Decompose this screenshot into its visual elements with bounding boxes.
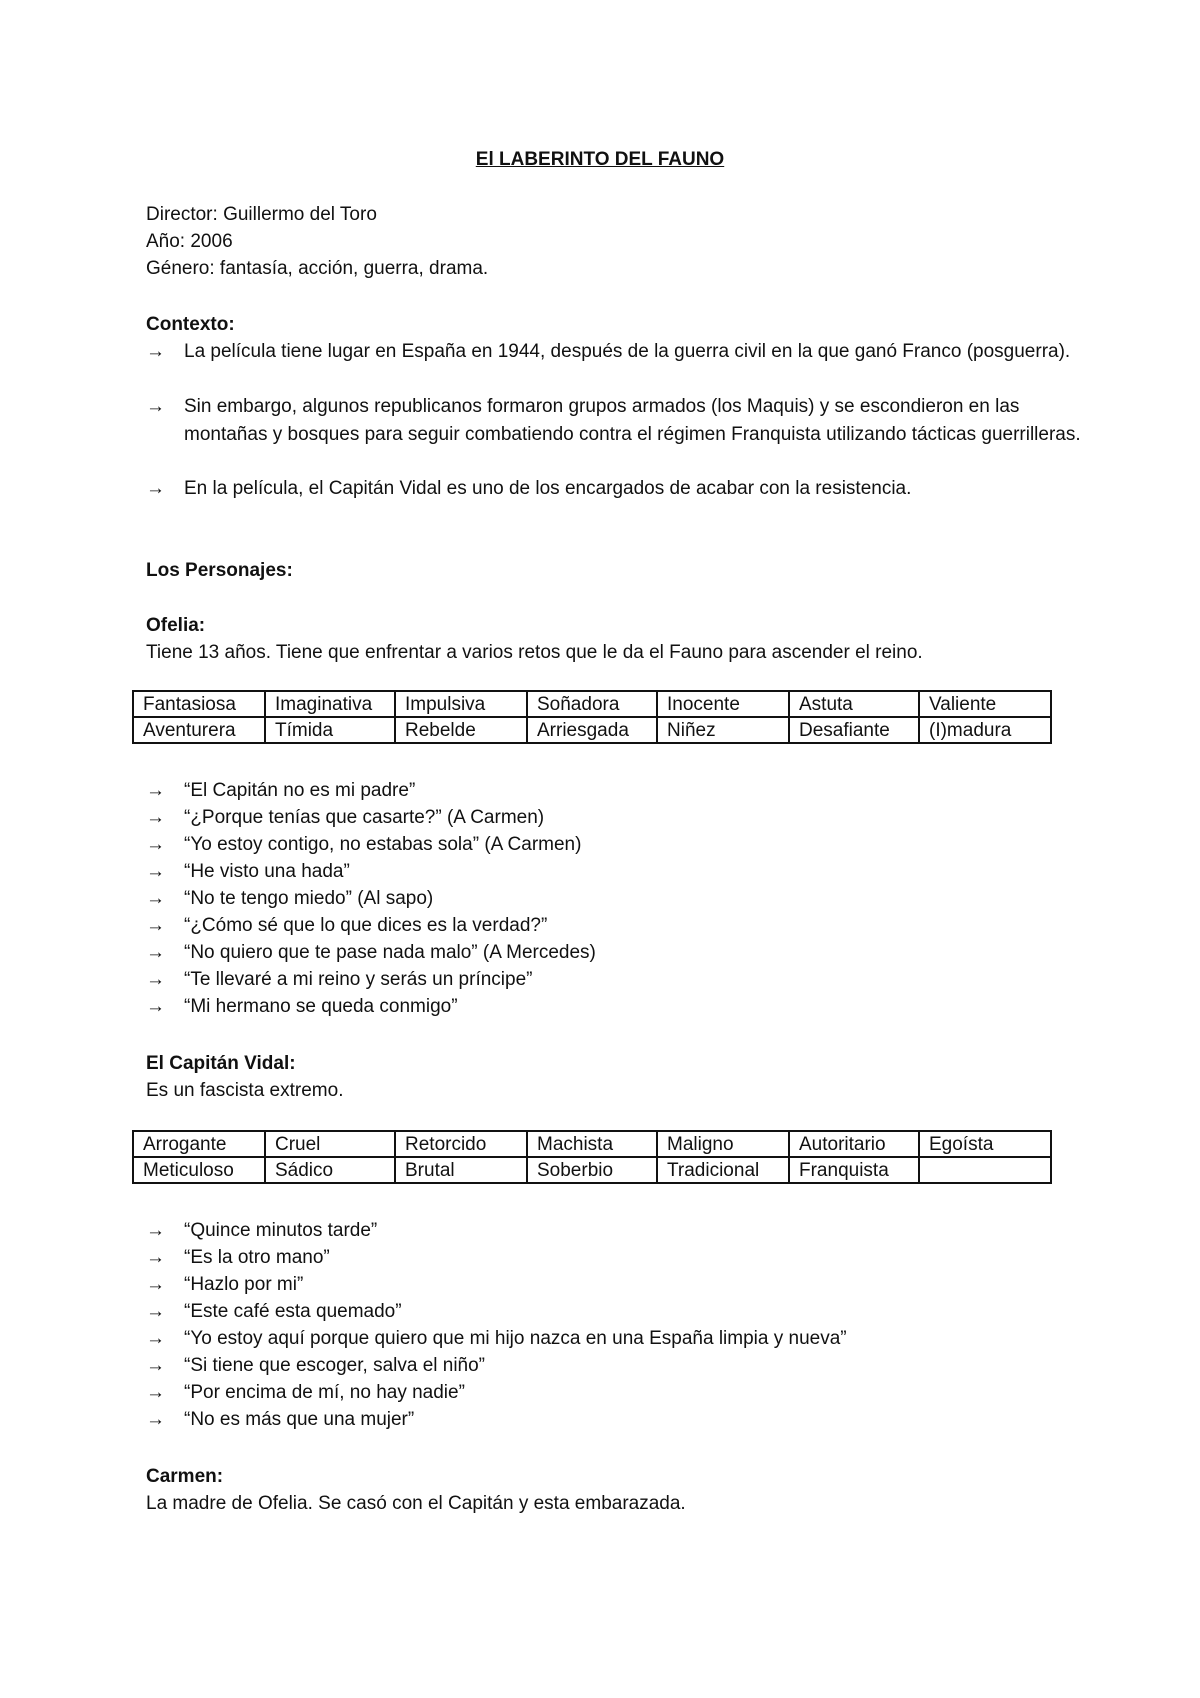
context-bullet-text: Sin embargo, algunos republicanos formaron grupos armados (los Maquis) y se escondieron en las montañas y bosques para seguir combatiendo contra el régimen Franquista utilizando tácticas guerrilleras. [184, 396, 1081, 445]
table-cell: Rebelde [395, 717, 527, 743]
arrow-icon: → [146, 1274, 165, 1295]
quote-text: “Te llevaré a mi reino y serás un príncipe” [184, 969, 533, 990]
table-cell: Meticuloso [133, 1157, 265, 1183]
table-cell [919, 1157, 1051, 1183]
carmen-heading: Carmen: [146, 1466, 224, 1487]
arrow-icon: → [146, 1220, 165, 1241]
ofelia-heading: Ofelia: [146, 615, 206, 636]
table-row [133, 691, 1051, 717]
table-cell: Egoísta [919, 1131, 1051, 1157]
table-cell: Arriesgada [527, 717, 657, 743]
characters-heading: Los Personajes: [146, 560, 293, 581]
arrow-icon: → [146, 1382, 165, 1403]
arrow-icon: → [146, 1355, 165, 1376]
quote-text: “No es más que una mujer” [184, 1409, 415, 1430]
table-cell: Sádico [265, 1157, 395, 1183]
quote-text: “Es la otro mano” [184, 1247, 330, 1268]
quote-text: “¿Porque tenías que casarte?” (A Carmen) [184, 807, 545, 828]
table-cell: Maligno [657, 1131, 789, 1157]
quote-text: “No te tengo miedo” (Al sapo) [184, 888, 434, 909]
arrow-icon: → [146, 969, 165, 990]
arrow-icon: → [146, 478, 165, 499]
arrow-icon: → [146, 996, 165, 1017]
quote-text: “Yo estoy aquí porque quiero que mi hijo nazca en una España limpia y nueva” [184, 1328, 847, 1349]
table-row [133, 1131, 1051, 1157]
table-cell: Niñez [657, 717, 789, 743]
arrow-icon: → [146, 1409, 165, 1430]
table-cell: Tradicional [657, 1157, 789, 1183]
context-bullet-text: En la película, el Capitán Vidal es uno de los encargados de acabar con la resistencia. [184, 478, 912, 499]
arrow-icon: → [146, 861, 165, 882]
arrow-icon: → [146, 1301, 165, 1322]
arrow-icon: → [146, 396, 165, 417]
table-cell: (I)madura [919, 717, 1051, 743]
table-cell: Astuta [789, 691, 919, 717]
ofelia-traits-table [132, 690, 1052, 744]
vidal-description: Es un fascista extremo. [146, 1080, 344, 1101]
table-cell: Soberbio [527, 1157, 657, 1183]
table-cell: Arrogante [133, 1131, 265, 1157]
table-cell: Impulsiva [395, 691, 527, 717]
table-cell: Franquista [789, 1157, 919, 1183]
table-row [133, 1157, 1051, 1183]
arrow-icon: → [146, 888, 165, 909]
arrow-icon: → [146, 834, 165, 855]
arrow-icon: → [146, 915, 165, 936]
table-cell: Fantasiosa [133, 691, 265, 717]
quote-text: “Quince minutos tarde” [184, 1220, 378, 1241]
quote-text: “El Capitán no es mi padre” [184, 780, 416, 801]
table-cell: Aventurera [133, 717, 265, 743]
table-cell: Imaginativa [265, 691, 395, 717]
table-cell: Inocente [657, 691, 789, 717]
quote-text: “He visto una hada” [184, 861, 350, 882]
table-row [133, 717, 1051, 743]
document-title: El LABERINTO DEL FAUNO [475, 149, 725, 170]
quote-text: “No quiero que te pase nada malo” (A Mercedes) [184, 942, 596, 963]
arrow-icon: → [146, 780, 165, 801]
table-cell: Brutal [395, 1157, 527, 1183]
table-cell: Soñadora [527, 691, 657, 717]
arrow-icon: → [146, 1328, 165, 1349]
table-cell: Desafiante [789, 717, 919, 743]
director-line: Director: Guillermo del Toro [146, 204, 377, 225]
quote-text: “Yo estoy contigo, no estabas sola” (A Carmen) [184, 834, 582, 855]
year-line: Año: 2006 [146, 231, 233, 252]
quote-text: “¿Cómo sé que lo que dices es la verdad?” [184, 915, 548, 936]
table-cell: Autoritario [789, 1131, 919, 1157]
table-cell: Machista [527, 1131, 657, 1157]
arrow-icon: → [146, 807, 165, 828]
context-heading: Contexto: [146, 314, 235, 335]
table-cell: Retorcido [395, 1131, 527, 1157]
context-bullet-text: La película tiene lugar en España en 1944, después de la guerra civil en la que ganó Franco (posguerra). [184, 341, 1071, 362]
table-cell: Valiente [919, 691, 1051, 717]
quote-text: “Hazlo por mi” [184, 1274, 304, 1295]
table-cell: Tímida [265, 717, 395, 743]
carmen-description: La madre de Ofelia. Se casó con el Capitán y esta embarazada. [146, 1493, 686, 1514]
quote-text: “Si tiene que escoger, salva el niño” [184, 1355, 486, 1376]
arrow-icon: → [146, 942, 165, 963]
vidal-heading: El Capitán Vidal: [146, 1053, 296, 1074]
vidal-traits-table [132, 1130, 1052, 1184]
quote-text: “Este café esta quemado” [184, 1301, 402, 1322]
table-cell: Cruel [265, 1131, 395, 1157]
genre-line: Género: fantasía, acción, guerra, drama. [146, 258, 489, 279]
quote-text: “Por encima de mí, no hay nadie” [184, 1382, 465, 1403]
arrow-icon: → [146, 341, 165, 362]
ofelia-description: Tiene 13 años. Tiene que enfrentar a varios retos que le da el Fauno para ascender el reino. [146, 642, 923, 663]
quote-text: “Mi hermano se queda conmigo” [184, 996, 458, 1017]
arrow-icon: → [146, 1247, 165, 1268]
